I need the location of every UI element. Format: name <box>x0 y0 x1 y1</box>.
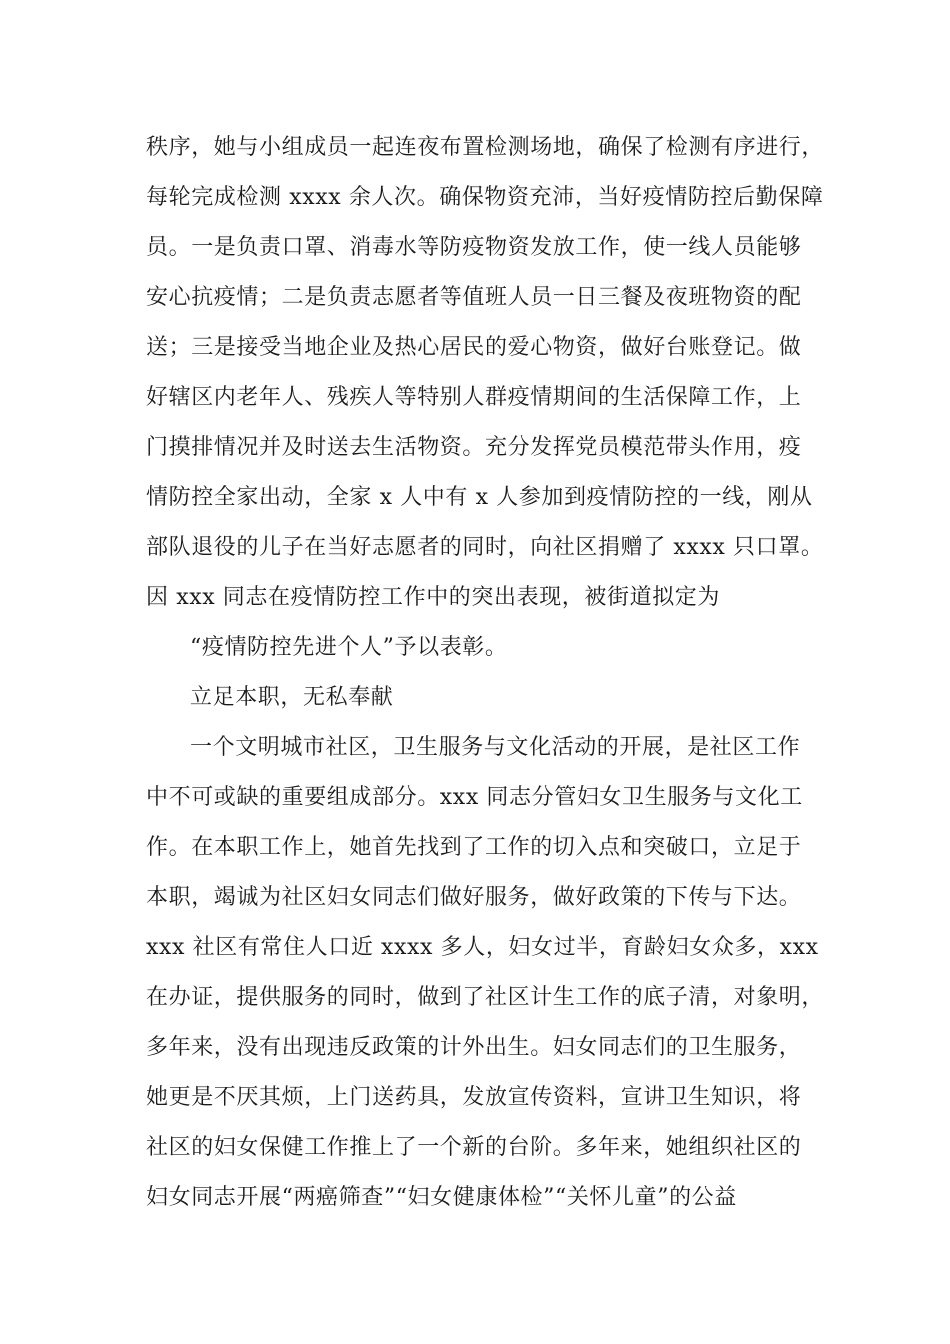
body-text-line: 门摸排情况并及时送去生活物资。充分发挥党员模范带头作用，疫 <box>146 435 802 460</box>
body-text-line: 情防控全家出动，全家 x 人中有 x 人参加到疫情防控的一线，刚从 <box>146 485 813 510</box>
body-text-line: 秩序，她与小组成员一起连夜布置检测场地，确保了检测有序进行， <box>146 135 825 160</box>
body-text-line: 一个文明城市社区，卫生服务与文化活动的开展，是社区工作 <box>190 735 801 760</box>
body-text-line: 多年来，没有出现违反政策的计外出生。妇女同志们的卫生服务， <box>146 1035 802 1060</box>
body-text-line: 社区的妇女保健工作推上了一个新的台阶。多年来，她组织社区的 <box>146 1135 802 1160</box>
body-text-line: 每轮完成检测 xxxx 余人次。确保物资充沛，当好疫情防控后勤保障 <box>146 185 824 210</box>
body-text-line: 因 xxx 同志在疫情防控工作中的突出表现，被街道拟定为 <box>146 585 721 610</box>
body-text-line: 妇女同志开展“两癌筛查”“妇女健康体检”“关怀儿童”的公益 <box>146 1185 737 1210</box>
body-text-line: 她更是不厌其烦，上门送药具，发放宣传资料，宣讲卫生知识，将 <box>146 1085 802 1110</box>
body-text-line: 部队退役的儿子在当好志愿者的同时，向社区捐赠了 xxxx 只口罩。 <box>146 535 824 560</box>
body-text-line: 员。一是负责口罩、消毒水等防疫物资发放工作，使一线人员能够 <box>146 235 802 260</box>
body-text-line: 送；三是接受当地企业及热心居民的爱心物资，做好台账登记。做 <box>146 335 802 360</box>
body-text-line: 在办证，提供服务的同时，做到了社区计生工作的底子清，对象明， <box>146 985 825 1010</box>
body-text-line: 本职，竭诚为社区妇女同志们做好服务，做好政策的下传与下达。 <box>146 885 802 910</box>
body-text-line: 中不可或缺的重要组成部分。xxx 同志分管妇女卫生服务与文化工 <box>146 785 803 810</box>
body-text-line: 作。在本职工作上，她首先找到了工作的切入点和突破口，立足于 <box>146 835 802 860</box>
section-heading: 立足本职，无私奉献 <box>190 685 394 710</box>
body-text-line: 安心抗疫情；二是负责志愿者等值班人员一日三餐及夜班物资的配 <box>146 285 802 310</box>
body-text-line: 好辖区内老年人、残疾人等特别人群疫情期间的生活保障工作，上 <box>146 385 802 410</box>
body-text-line: “疫情防控先进个人”予以表彰。 <box>190 635 508 660</box>
body-text-line: xxx 社区有常住人口近 xxxx 多人，妇女过半，育龄妇女众多，xxx <box>146 935 819 960</box>
